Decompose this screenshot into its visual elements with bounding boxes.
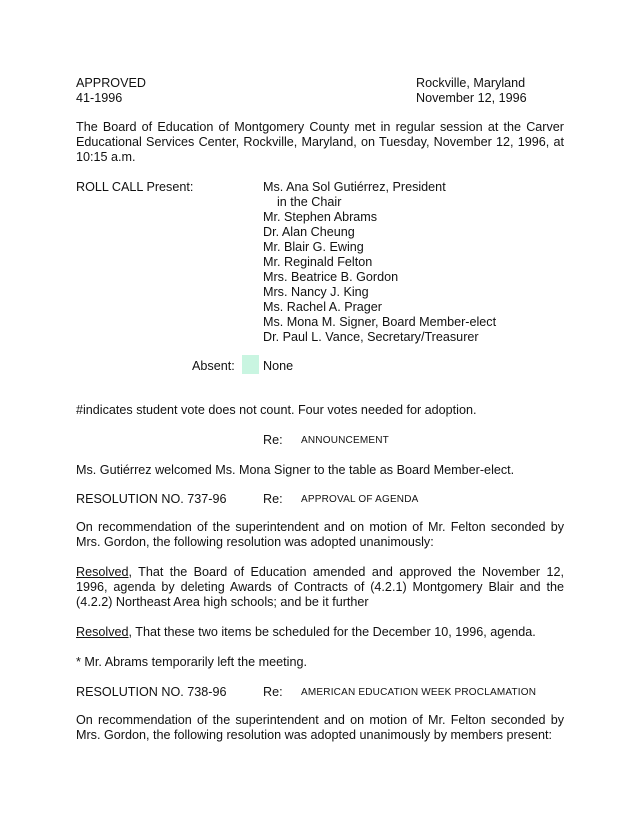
present-member: Mr. Reginald Felton (263, 255, 373, 269)
text-highlight (242, 355, 259, 374)
present-member: Dr. Alan Cheung (263, 225, 355, 239)
absent-label: Absent: (192, 359, 235, 373)
approval-status: APPROVED (76, 76, 146, 90)
present-member: Mr. Stephen Abrams (263, 210, 378, 224)
re-label: Re: (263, 433, 283, 447)
vote-note: #indicates student vote does not count. Four votes needed for adoption. (76, 403, 477, 417)
attendance-note: * Mr. Abrams temporarily left the meeting. (76, 655, 307, 669)
resolved-paragraph (76, 625, 564, 640)
re-label: Re: (263, 685, 283, 699)
resolution-intro: On recommendation of the superintendent and on motion of Mr. Felton seconded by Mrs. Gordon, the following resolution was adopted unanimously: (76, 520, 564, 549)
resolved-paragraph (76, 565, 564, 610)
roll-call-label: ROLL CALL Present: (76, 180, 194, 194)
intro-paragraph: The Board of Education of Montgomery County met in regular session at the Carver Educational Services Center, Rockville, Maryland, on Tuesday, November 12, 1996, at 10:15 a.m. (76, 120, 564, 164)
present-member: Mrs. Nancy J. King (263, 285, 369, 299)
resolution-number: RESOLUTION NO. 738-96 (76, 685, 227, 699)
present-member: in the Chair (277, 195, 342, 209)
resolved-word: Resolved (76, 625, 129, 639)
meeting-location: Rockville, Maryland (416, 76, 526, 90)
absent-value: None (263, 359, 294, 373)
present-member: Mr. Blair G. Ewing (263, 240, 364, 254)
present-member: Ms. Ana Sol Gutiérrez, President (263, 180, 446, 194)
resolution-subject: AMERICAN EDUCATION WEEK PROCLAMATION (301, 687, 537, 698)
resolution-intro: On recommendation of the superintendent and on motion of Mr. Felton seconded by Mrs. Gordon, the following resolution was adopted unanimously by members present: (76, 713, 564, 742)
resolution-number: RESOLUTION NO. 737-96 (76, 492, 227, 506)
document-number: 41-1996 (76, 91, 123, 105)
meeting-date: November 12, 1996 (416, 91, 527, 105)
present-member: Mrs. Beatrice B. Gordon (263, 270, 399, 284)
resolved-text: , That the Board of Education amended and approved the November 12, 1996, agenda by deleting Awards of Contracts of (4.2.1) Montgomery Blair and the (4.2.2) Northeast Area high schools; and be it further (76, 565, 564, 609)
resolved-text: , That these two items be scheduled for the December 10, 1996, agenda. (128, 625, 536, 639)
present-member: Ms. Mona M. Signer, Board Member-elect (263, 315, 497, 329)
resolved-word: Resolved (76, 565, 129, 579)
resolution-subject: APPROVAL OF AGENDA (301, 494, 419, 505)
announcement-subject: ANNOUNCEMENT (301, 435, 389, 446)
announcement-text: Ms. Gutiérrez welcomed Ms. Mona Signer to the table as Board Member-elect. (76, 463, 515, 477)
present-member: Ms. Rachel A. Prager (263, 300, 382, 314)
present-member: Dr. Paul L. Vance, Secretary/Treasurer (263, 330, 479, 344)
re-label: Re: (263, 492, 283, 506)
